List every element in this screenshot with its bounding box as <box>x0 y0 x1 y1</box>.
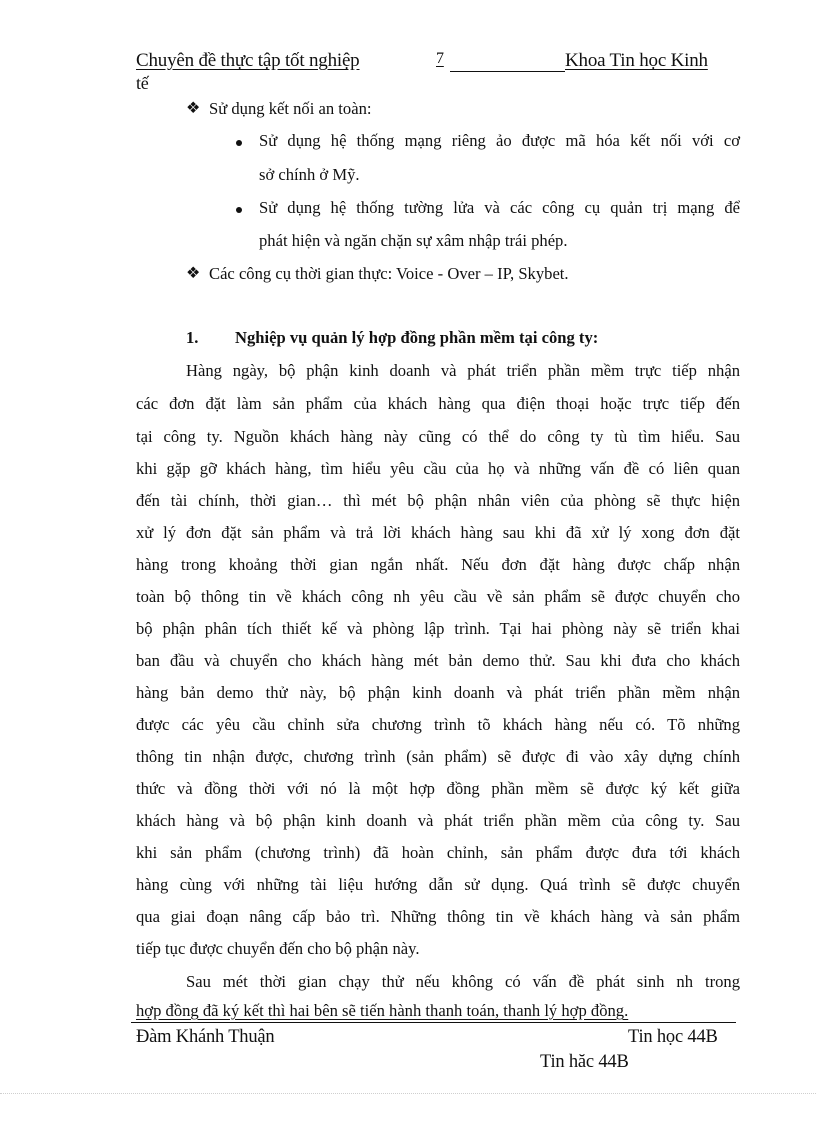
dot-bullet-icon <box>236 207 242 213</box>
paragraph1-line: đến tài chính, thời gian… thì mét bộ phận nhân viên của phòng sẽ thực hiện <box>136 491 740 510</box>
paragraph1-line-last: tiếp tục được chuyển đến cho bộ phận này. <box>136 939 420 958</box>
paragraph2-line: Sau mét thời gian chạy thử nếu không có vấn đề phát sinh nh trong <box>186 972 740 991</box>
sub-bullet-firewall-line1: Sử dụng hệ thống tường lửa và các công cụ quản trị mạng để <box>259 198 740 217</box>
paragraph1-line: xử lý đơn đặt sản phẩm và trả lời khách hàng sau khi đã xử lý xong đơn đặt <box>136 523 740 542</box>
paragraph1-line: thông tin nhận được, chương trình (sản phẩm) sẽ được đi vào xây dựng chính <box>136 747 740 766</box>
header-department: Khoa Tin học Kinh <box>565 50 708 71</box>
bullet-realtime-tools: Các công cụ thời gian thực: Voice - Over – IP, Skybet. <box>209 264 569 283</box>
footer-author: Đàm Khánh Thuận <box>136 1027 275 1047</box>
header-wrap: tế <box>136 73 149 93</box>
dot-bullet-icon <box>236 140 242 146</box>
paragraph1-line: hàng cùng với những tài liệu hướng dẫn sử dụng. Quá trình sẽ được chuyển <box>136 875 740 894</box>
paragraph1-line: khi gặp gỡ khách hàng, tìm hiểu yêu cầu của họ và những vấn đề có liên quan <box>136 459 740 478</box>
footer-class-wrap: Tin hăc 44B <box>540 1052 629 1072</box>
paragraph1-line: được các yêu cầu chỉnh sửa chương trình tõ khách hàng nếu có. Tõ những <box>136 715 740 734</box>
paragraph1-line: ban đầu và chuyển cho khách hàng mét bản demo thử. Sau khi đưa cho khách <box>136 651 740 670</box>
paragraph1-line: các đơn đặt làm sản phẩm của khách hàng qua điện thoại hoặc trực tiếp đến <box>136 394 740 413</box>
paragraph1-line: qua giai đoạn nâng cấp bảo trì. Những thông tin về khách hàng và sản phẩm <box>136 907 740 926</box>
section-number: 1. <box>186 328 199 347</box>
paragraph1-line: tại công ty. Nguồn khách hàng này cũng có thể do công ty tù tìm hiểu. Sau <box>136 427 740 446</box>
paragraph1-line: hàng trong khoảng thời gian ngắn nhất. Nếu đơn đặt hàng được chấp nhận <box>136 555 740 574</box>
footer-class: Tin học 44B <box>628 1027 718 1047</box>
paragraph1-line: bộ phận phân tích thiết kế và phòng lập trình. Tại hai phòng này sẽ triển khai <box>136 619 740 638</box>
diamond-bullet-icon: ❖ <box>186 100 201 117</box>
footer-rule <box>131 1022 736 1023</box>
sub-bullet-vpn-line2: sở chính ở Mỹ. <box>259 165 360 184</box>
paragraph1-line: Hàng ngày, bộ phận kinh doanh và phát triển phần mềm trực tiếp nhận <box>186 361 740 380</box>
paragraph2-line-last: hợp đồng đã ký kết thì hai bên sẽ tiến hành thanh toán, thanh lý hợp đồng. <box>136 1001 629 1020</box>
paragraph1-line: thức và đồng thời với nó là một hợp đồng phần mềm sẽ được ký kết giữa <box>136 779 740 798</box>
paragraph1-line: toàn bộ thông tin về khách công nh yêu cầu về sản phẩm sẽ được chuyển cho <box>136 587 740 606</box>
header-title: Chuyên đề thực tập tốt nghiệp <box>136 50 360 71</box>
section-title: Nghiệp vụ quản lý hợp đồng phần mềm tại công ty: <box>235 328 599 347</box>
header-underline-gap <box>450 71 565 72</box>
diamond-bullet-icon: ❖ <box>186 265 201 282</box>
page-boundary <box>0 1093 816 1094</box>
paragraph1-line: hàng bản demo thử này, bộ phận kinh doanh và phát triển phần mềm nhận <box>136 683 740 702</box>
paragraph1-line: khách hàng và bộ phận kinh doanh và phát triển phần mềm của công ty. Sau <box>136 811 740 830</box>
sub-bullet-vpn-line1: Sử dụng hệ thống mạng riêng ảo được mã hóa kết nối với cơ <box>259 131 740 150</box>
sub-bullet-firewall-line2: phát hiện và ngăn chặn sự xâm nhập trái phép. <box>259 231 568 250</box>
header-page-number: 7 <box>436 50 444 67</box>
bullet-secure-connection: Sử dụng kết nối an toàn: <box>209 99 372 118</box>
paragraph1-line: khi sản phẩm (chương trình) đã hoàn chỉnh, sản phẩm được đưa tới khách <box>136 843 740 862</box>
